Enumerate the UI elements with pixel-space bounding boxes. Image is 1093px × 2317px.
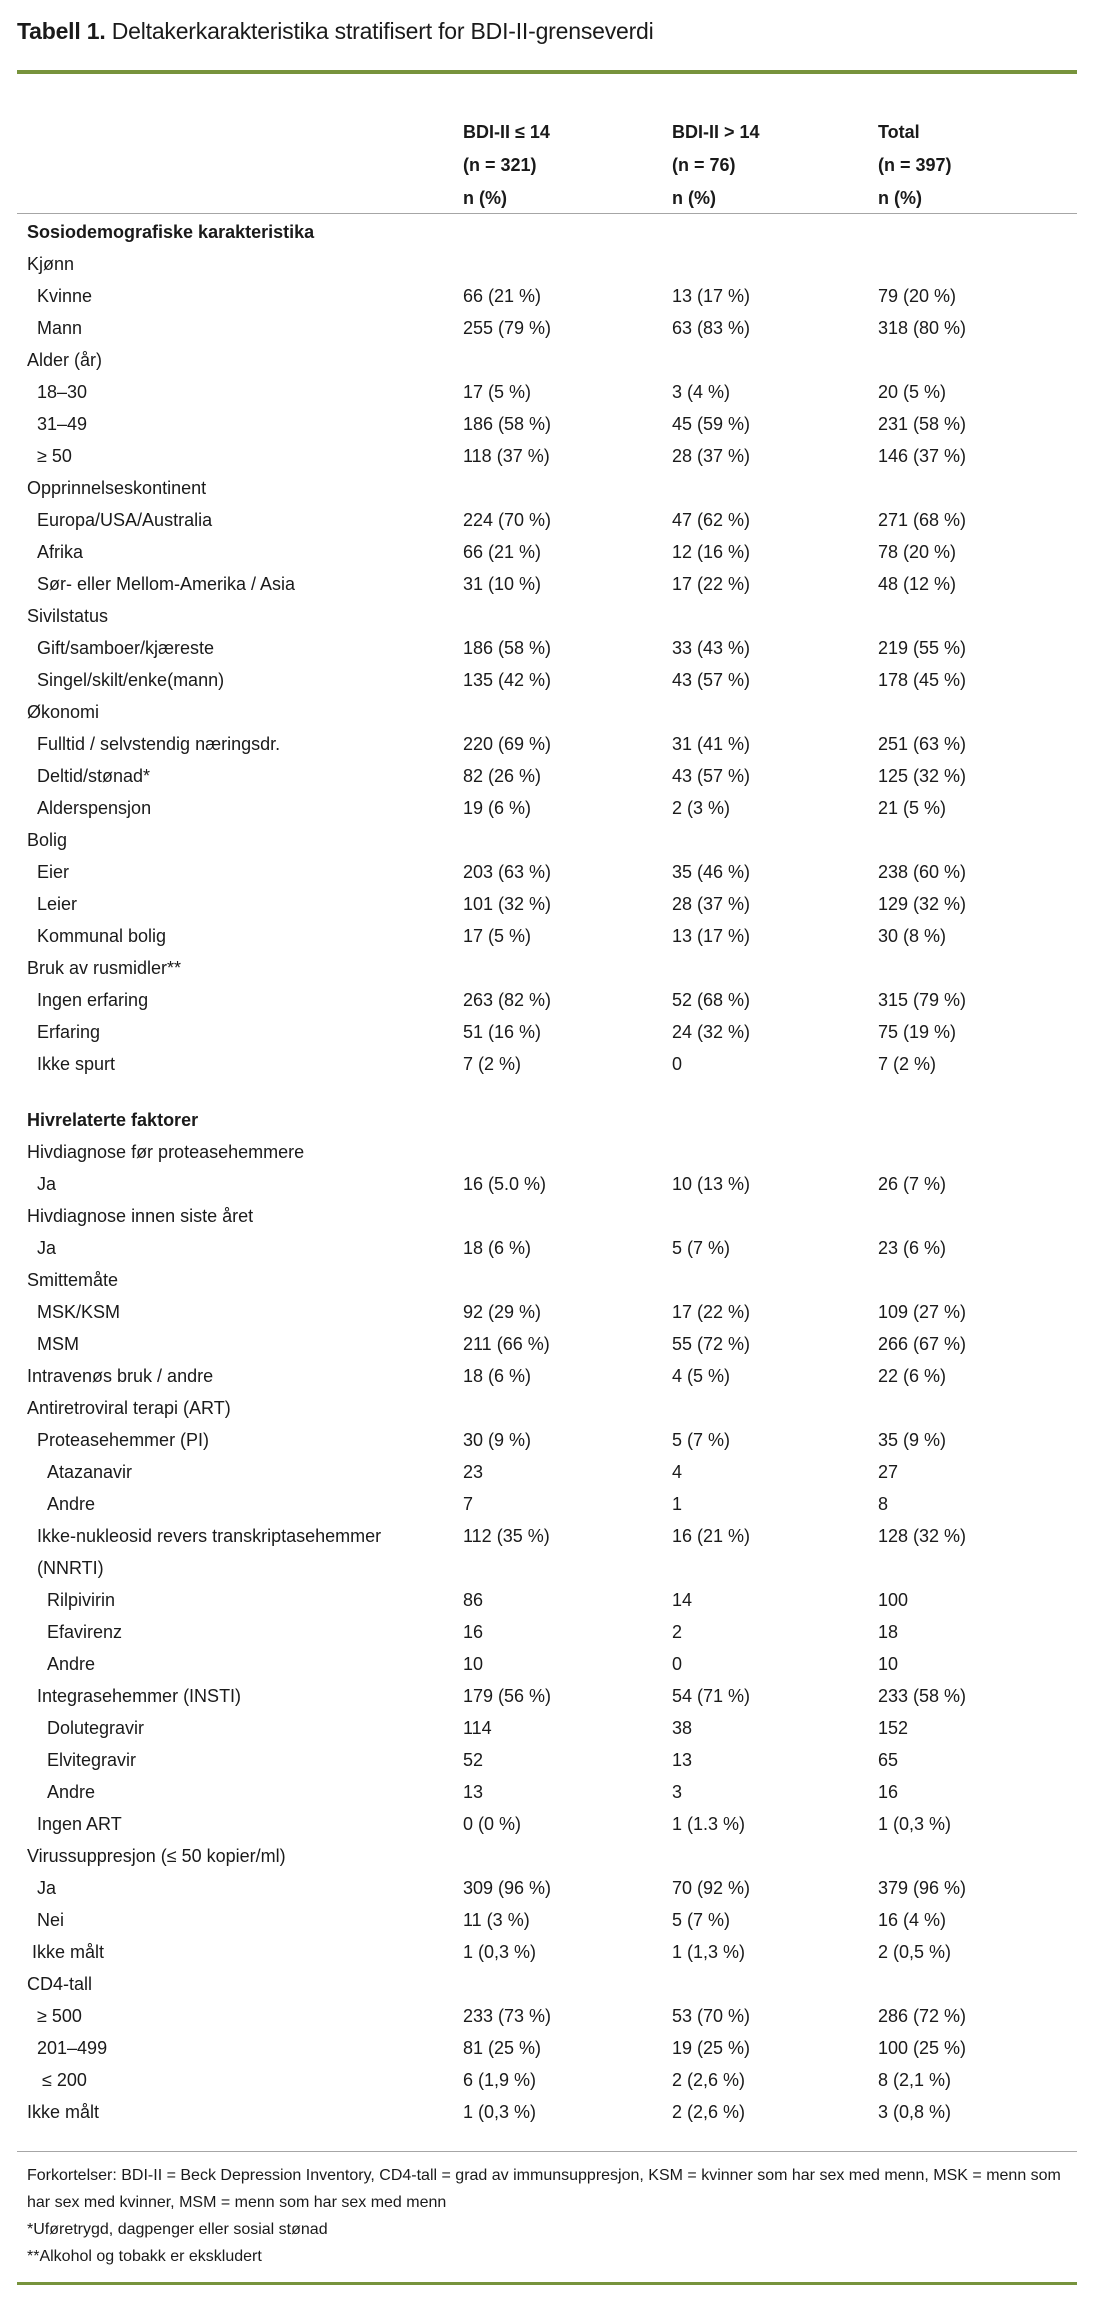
row-label: Atazanavir xyxy=(47,1462,133,1482)
row-value: 31 (41 %) xyxy=(672,734,751,754)
table-row xyxy=(27,1168,1077,1200)
table-row xyxy=(27,1968,1077,2000)
row-label: Leier xyxy=(37,894,78,914)
column-header-total xyxy=(878,116,1077,215)
table-row xyxy=(27,1232,1077,1264)
table-row xyxy=(27,1520,1077,1584)
row-label: Eier xyxy=(37,862,70,882)
row-label: Elvitegravir xyxy=(47,1750,137,1770)
row-value: 43 (57 %) xyxy=(672,766,751,786)
row-value: 17 (5 %) xyxy=(463,926,532,946)
row-label: Sosiodemografiske karakteristika xyxy=(27,222,315,242)
row-value: 231 (58 %) xyxy=(878,414,967,434)
table-row xyxy=(27,1936,1077,1968)
table-row xyxy=(27,1200,1077,1232)
row-value: 114 xyxy=(463,1718,492,1738)
row-value: 5 (7 %) xyxy=(672,1430,731,1450)
row-label: Andre xyxy=(47,1782,96,1802)
row-value: 211 (66 %) xyxy=(463,1334,550,1354)
row-value: 1 (0,3 %) xyxy=(878,1814,952,1834)
table-row xyxy=(27,1808,1077,1840)
row-label: Bruk av rusmidler** xyxy=(27,958,182,978)
row-value: 135 (42 %) xyxy=(463,670,552,690)
row-label: Ikke målt xyxy=(32,1942,105,1962)
row-value: 35 (9 %) xyxy=(878,1430,947,1450)
row-value: 10 xyxy=(463,1654,484,1674)
row-value: 2 (0,5 %) xyxy=(878,1942,952,1962)
row-value: 0 xyxy=(672,1054,683,1074)
table-row xyxy=(27,1328,1077,1360)
row-label: Nei xyxy=(37,1910,65,1930)
row-value: 2 (2,6 %) xyxy=(672,2070,746,2090)
row-label: Økonomi xyxy=(27,702,100,722)
row-value: 101 (32 %) xyxy=(463,894,552,914)
row-value: 23 xyxy=(463,1462,484,1482)
row-value: 30 (8 %) xyxy=(878,926,947,946)
table-row xyxy=(27,248,1077,280)
row-value: 18 xyxy=(878,1622,899,1642)
table-row xyxy=(27,1648,1077,1680)
table-row xyxy=(27,1104,1077,1136)
row-value: 2 xyxy=(672,1622,683,1642)
row-value: 1 (1,3 %) xyxy=(672,1942,746,1962)
row-value: 51 (16 %) xyxy=(463,1022,542,1042)
row-value: 7 (2 %) xyxy=(463,1054,522,1074)
row-label: Sivilstatus xyxy=(27,606,109,626)
row-value: 66 (21 %) xyxy=(463,542,542,562)
table-row xyxy=(27,280,1077,312)
table-row xyxy=(27,1048,1077,1080)
table-row xyxy=(27,1296,1077,1328)
row-value: 17 (5 %) xyxy=(463,382,532,402)
table-row xyxy=(27,2000,1077,2032)
footnote-line: *Uføretrygd, dagpenger eller sosial stønad xyxy=(27,2221,328,2238)
row-value: 128 (32 %) xyxy=(878,1526,967,1546)
header-divider xyxy=(17,213,1077,214)
table-row xyxy=(27,984,1077,1016)
row-value: 48 (12 %) xyxy=(878,574,957,594)
row-value: 75 (19 %) xyxy=(878,1022,957,1042)
row-value: 3 (4 %) xyxy=(672,382,731,402)
row-value: 14 xyxy=(672,1590,693,1610)
table-row xyxy=(27,664,1077,696)
table-row xyxy=(27,216,1077,248)
table-row xyxy=(27,1584,1077,1616)
row-value: 3 xyxy=(672,1782,683,1802)
row-value: 13 (17 %) xyxy=(672,286,751,306)
row-value: 125 (32 %) xyxy=(878,766,967,786)
row-label: Andre xyxy=(47,1494,96,1514)
row-label: Hivrelaterte faktorer xyxy=(27,1110,199,1130)
column-n: (n = 321) xyxy=(463,155,537,175)
row-value: 66 (21 %) xyxy=(463,286,542,306)
table-row xyxy=(27,472,1077,504)
row-label: Ikke spurt xyxy=(37,1054,116,1074)
row-value: 129 (32 %) xyxy=(878,894,967,914)
row-label: Antiretroviral terapi (ART) xyxy=(27,1398,231,1418)
table-row xyxy=(27,696,1077,728)
table-row xyxy=(27,1016,1077,1048)
row-label: Integrasehemmer (INSTI) xyxy=(37,1686,242,1706)
row-label: Erfaring xyxy=(37,1022,101,1042)
row-label: Kommunal bolig xyxy=(37,926,167,946)
row-value: 55 (72 %) xyxy=(672,1334,751,1354)
row-value: 35 (46 %) xyxy=(672,862,751,882)
row-value: 0 xyxy=(672,1654,683,1674)
row-value: 17 (22 %) xyxy=(672,574,751,594)
row-value: 18 (6 %) xyxy=(463,1366,532,1386)
row-value: 16 (21 %) xyxy=(672,1526,751,1546)
table-row xyxy=(27,2096,1077,2128)
row-value: 233 (73 %) xyxy=(463,2006,552,2026)
row-label: Hivdiagnose før proteasehemmere xyxy=(27,1142,305,1162)
table-row xyxy=(27,1616,1077,1648)
row-label: 201–499 xyxy=(37,2038,108,2058)
table-row xyxy=(27,2064,1077,2096)
row-value: 6 (1,9 %) xyxy=(463,2070,537,2090)
row-value: 379 (96 %) xyxy=(878,1878,967,1898)
table-title xyxy=(17,16,654,46)
table-row xyxy=(27,952,1077,984)
column-header-bdi-gt-14 xyxy=(672,116,878,215)
row-label: ≥ 500 xyxy=(37,2006,82,2026)
table-row xyxy=(27,632,1077,664)
header-label-spacer xyxy=(27,116,463,215)
row-value: 186 (58 %) xyxy=(463,414,552,434)
row-value: 203 (63 %) xyxy=(463,862,552,882)
row-value: 16 (5.0 %) xyxy=(463,1174,547,1194)
row-value: 1 xyxy=(672,1494,683,1514)
table-row xyxy=(27,1872,1077,1904)
row-value: 13 xyxy=(463,1782,484,1802)
row-value: 5 (7 %) xyxy=(672,1238,731,1258)
table-row xyxy=(27,376,1077,408)
row-label: Kjønn xyxy=(27,254,75,274)
column-n: (n = 76) xyxy=(672,155,736,175)
row-value: 8 xyxy=(878,1494,889,1514)
row-label: MSK/KSM xyxy=(37,1302,121,1322)
bottom-green-rule xyxy=(17,2282,1077,2285)
table-row xyxy=(27,1488,1077,1520)
row-label: Virussuppresjon (≤ 50 kopier/ml) xyxy=(27,1846,286,1866)
row-value: 186 (58 %) xyxy=(463,638,552,658)
column-title: Total xyxy=(878,122,920,142)
row-value: 16 xyxy=(463,1622,484,1642)
footnote-line: Forkortelser: BDI-II = Beck Depression Inventory, CD4-tall = grad av immunsuppresjon, KSM = kvinner som har sex med menn, MSK = menn som har sex med kvinner, MSM = menn som har sex med menn xyxy=(27,2167,1061,2211)
row-label: Dolutegravir xyxy=(47,1718,145,1738)
row-value: 7 (2 %) xyxy=(878,1054,937,1074)
row-value: 22 (6 %) xyxy=(878,1366,947,1386)
row-label: Ingen ART xyxy=(37,1814,122,1834)
column-header-bdi-le-14 xyxy=(463,116,672,215)
row-value: 219 (55 %) xyxy=(878,638,967,658)
row-value: 220 (69 %) xyxy=(463,734,552,754)
row-label: Kvinne xyxy=(37,286,93,306)
row-value: 20 (5 %) xyxy=(878,382,947,402)
row-value: 52 (68 %) xyxy=(672,990,751,1010)
row-value: 100 (25 %) xyxy=(878,2038,967,2058)
row-value: 2 (3 %) xyxy=(672,798,731,818)
row-value: 13 (17 %) xyxy=(672,926,751,946)
row-value: 238 (60 %) xyxy=(878,862,967,882)
table-row xyxy=(27,1456,1077,1488)
row-value: 18 (6 %) xyxy=(463,1238,532,1258)
row-value: 21 (5 %) xyxy=(878,798,947,818)
footnote-divider xyxy=(17,2151,1077,2152)
table-row xyxy=(27,1424,1077,1456)
row-value: 318 (80 %) xyxy=(878,318,967,338)
row-label: Ja xyxy=(37,1878,57,1898)
table-row xyxy=(27,728,1077,760)
table-row xyxy=(27,760,1077,792)
row-label: Intravenøs bruk / andre xyxy=(27,1366,214,1386)
table-row xyxy=(27,344,1077,376)
row-value: 26 (7 %) xyxy=(878,1174,947,1194)
table-row xyxy=(27,2032,1077,2064)
footnotes xyxy=(27,2162,1073,2270)
row-label: Alder (år) xyxy=(27,350,103,370)
row-value: 63 (83 %) xyxy=(672,318,751,338)
table-row xyxy=(27,536,1077,568)
table-row xyxy=(27,1136,1077,1168)
row-value: 309 (96 %) xyxy=(463,1878,552,1898)
row-value: 28 (37 %) xyxy=(672,446,751,466)
row-value: 3 (0,8 %) xyxy=(878,2102,952,2122)
row-value: 109 (27 %) xyxy=(878,1302,967,1322)
row-value: 16 (4 %) xyxy=(878,1910,947,1930)
row-value: 11 (3 %) xyxy=(463,1910,530,1930)
row-label: MSM xyxy=(37,1334,79,1354)
row-value: 30 (9 %) xyxy=(463,1430,532,1450)
row-value: 112 (35 %) xyxy=(463,1526,550,1546)
table-caption: Deltakerkarakteristika stratifisert for BDI-II-grenseverdi xyxy=(105,18,654,44)
table-row xyxy=(27,1840,1077,1872)
column-title: BDI-II > 14 xyxy=(672,122,760,142)
row-value: 81 (25 %) xyxy=(463,2038,542,2058)
row-value: 27 xyxy=(878,1462,899,1482)
row-label: Smittemåte xyxy=(27,1270,119,1290)
row-value: 65 xyxy=(878,1750,899,1770)
row-label: Bolig xyxy=(27,830,68,850)
row-label: ≥ 50 xyxy=(37,446,72,466)
table-row xyxy=(27,504,1077,536)
row-value: 7 xyxy=(463,1494,474,1514)
row-label: Ja xyxy=(37,1238,57,1258)
table-row xyxy=(27,1744,1077,1776)
row-value: 266 (67 %) xyxy=(878,1334,967,1354)
row-value: 17 (22 %) xyxy=(672,1302,751,1322)
table-row xyxy=(27,568,1077,600)
row-value: 4 (5 %) xyxy=(672,1366,731,1386)
table-spacer-row xyxy=(27,1080,1077,1104)
row-value: 12 (16 %) xyxy=(672,542,751,562)
column-unit: n (%) xyxy=(463,188,507,208)
row-value: 178 (45 %) xyxy=(878,670,967,690)
table-row xyxy=(27,440,1077,472)
row-value: 1 (1.3 %) xyxy=(672,1814,746,1834)
table-row xyxy=(27,856,1077,888)
table-row xyxy=(27,792,1077,824)
row-value: 233 (58 %) xyxy=(878,1686,967,1706)
row-value: 146 (37 %) xyxy=(878,446,967,466)
row-value: 315 (79 %) xyxy=(878,990,967,1010)
row-value: 10 (13 %) xyxy=(672,1174,751,1194)
table-row xyxy=(27,824,1077,856)
row-value: 5 (7 %) xyxy=(672,1910,731,1930)
row-value: 8 (2,1 %) xyxy=(878,2070,952,2090)
row-value: 82 (26 %) xyxy=(463,766,542,786)
row-label: Deltid/stønad* xyxy=(37,766,151,786)
table-row xyxy=(27,600,1077,632)
row-value: 24 (32 %) xyxy=(672,1022,751,1042)
table-body xyxy=(27,216,1077,2128)
row-label: Afrika xyxy=(37,542,84,562)
row-label: Opprinnelseskontinent xyxy=(27,478,207,498)
row-label: Ikke-nukleosid revers transkriptasehemmer (NNRTI) xyxy=(37,1526,382,1578)
table-number: Tabell 1. xyxy=(17,18,106,44)
row-label: Andre xyxy=(47,1654,96,1674)
row-value: 179 (56 %) xyxy=(463,1686,552,1706)
row-value: 255 (79 %) xyxy=(463,318,552,338)
table-row xyxy=(27,1680,1077,1712)
row-value: 19 (6 %) xyxy=(463,798,532,818)
table-row xyxy=(27,888,1077,920)
row-value: 54 (71 %) xyxy=(672,1686,751,1706)
row-label: Ja xyxy=(37,1174,57,1194)
row-label: Ikke målt xyxy=(27,2102,100,2122)
row-value: 118 (37 %) xyxy=(463,446,550,466)
row-label: Gift/samboer/kjæreste xyxy=(37,638,215,658)
row-label: 18–30 xyxy=(37,382,88,402)
row-value: 31 (10 %) xyxy=(463,574,542,594)
row-value: 1 (0,3 %) xyxy=(463,2102,537,2122)
row-label: Mann xyxy=(37,318,83,338)
row-label: Ingen erfaring xyxy=(37,990,149,1010)
row-value: 16 xyxy=(878,1782,899,1802)
table-row xyxy=(27,408,1077,440)
row-label: Efavirenz xyxy=(47,1622,123,1642)
row-value: 47 (62 %) xyxy=(672,510,751,530)
table-row xyxy=(27,1392,1077,1424)
row-value: 10 xyxy=(878,1654,899,1674)
row-label: ≤ 200 xyxy=(42,2070,87,2090)
row-value: 19 (25 %) xyxy=(672,2038,751,2058)
row-label: Proteasehemmer (PI) xyxy=(37,1430,210,1450)
row-value: 4 xyxy=(672,1462,683,1482)
row-value: 52 xyxy=(463,1750,484,1770)
row-label: Fulltid / selvstendig næringsdr. xyxy=(37,734,281,754)
row-value: 78 (20 %) xyxy=(878,542,957,562)
row-value: 152 xyxy=(878,1718,909,1738)
row-value: 2 (2,6 %) xyxy=(672,2102,746,2122)
column-title: BDI-II ≤ 14 xyxy=(463,122,550,142)
row-value: 70 (92 %) xyxy=(672,1878,751,1898)
row-value: 13 xyxy=(672,1750,693,1770)
table-row xyxy=(27,1712,1077,1744)
row-value: 43 (57 %) xyxy=(672,670,751,690)
table-row xyxy=(27,1360,1077,1392)
row-value: 23 (6 %) xyxy=(878,1238,947,1258)
row-value: 271 (68 %) xyxy=(878,510,967,530)
column-unit: n (%) xyxy=(878,188,922,208)
column-n: (n = 397) xyxy=(878,155,952,175)
row-label: 31–49 xyxy=(37,414,88,434)
row-value: 28 (37 %) xyxy=(672,894,751,914)
footnote-line: **Alkohol og tobakk er ekskludert xyxy=(27,2248,262,2265)
row-value: 92 (29 %) xyxy=(463,1302,542,1322)
top-green-rule xyxy=(17,70,1077,74)
table-row xyxy=(27,1904,1077,1936)
row-value: 79 (20 %) xyxy=(878,286,957,306)
row-label: Singel/skilt/enke(mann) xyxy=(37,670,225,690)
row-value: 0 (0 %) xyxy=(463,1814,522,1834)
row-value: 38 xyxy=(672,1718,693,1738)
row-value: 224 (70 %) xyxy=(463,510,552,530)
row-value: 100 xyxy=(878,1590,909,1610)
row-value: 251 (63 %) xyxy=(878,734,967,754)
row-label: Alderspensjon xyxy=(37,798,152,818)
row-label: CD4-tall xyxy=(27,1974,93,1994)
table-row xyxy=(27,1776,1077,1808)
table-row xyxy=(27,920,1077,952)
column-unit: n (%) xyxy=(672,188,716,208)
row-label: Sør- eller Mellom-Amerika / Asia xyxy=(37,574,296,594)
row-label: Rilpivirin xyxy=(47,1590,116,1610)
row-value: 45 (59 %) xyxy=(672,414,751,434)
table-header xyxy=(27,116,1077,215)
table-row xyxy=(27,1264,1077,1296)
row-value: 33 (43 %) xyxy=(672,638,751,658)
row-value: 286 (72 %) xyxy=(878,2006,967,2026)
row-value: 86 xyxy=(463,1590,484,1610)
row-label: Hivdiagnose innen siste året xyxy=(27,1206,254,1226)
row-value: 53 (70 %) xyxy=(672,2006,751,2026)
row-label: Europa/USA/Australia xyxy=(37,510,213,530)
row-value: 1 (0,3 %) xyxy=(463,1942,537,1962)
row-value: 263 (82 %) xyxy=(463,990,552,1010)
table-row xyxy=(27,312,1077,344)
